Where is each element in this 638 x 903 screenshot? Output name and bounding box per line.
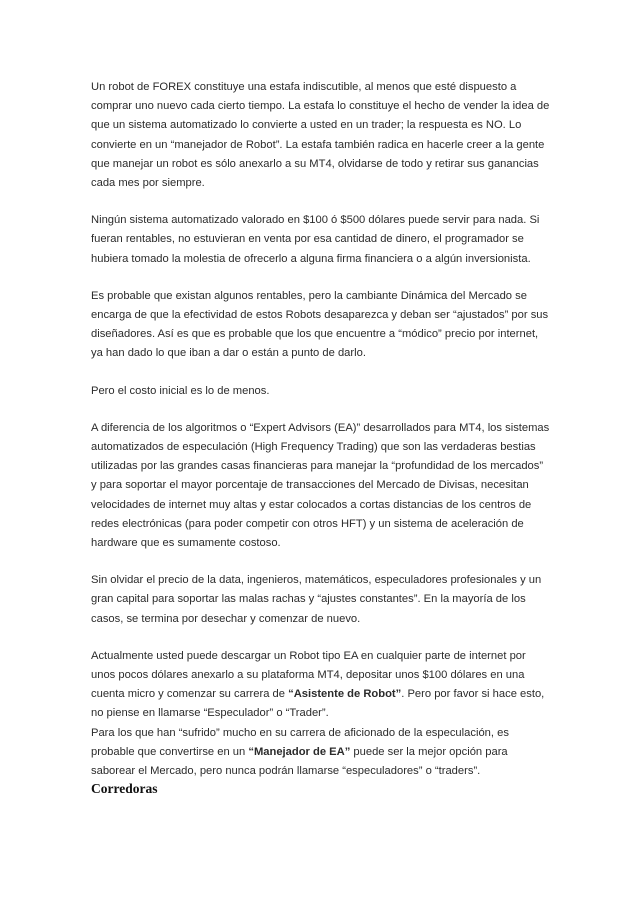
paragraph: Es probable que existan algunos rentables, pero la cambiante Dinámica del Mercado se encarga de que la efectividad de estos Robots desaparezca y deban ser “ajustados” por sus diseñadores. Así es que es probable que los que encuentre a “módico” precio por internet, ya han dado lo que iban a dar o están a punto de darlo. <box>91 289 549 360</box>
paragraph-robot-assistant <box>91 647 551 724</box>
bold-term: “Manejador de EA” <box>248 745 351 758</box>
bold-term: “Asistente de Robot” <box>288 688 402 701</box>
paragraph: Pero el costo inicial es lo de menos. <box>91 384 270 397</box>
paragraph: Un robot de FOREX constituye una estafa indiscutible, al menos que esté dispuesto a comprar uno nuevo cada cierto tiempo. La estafa lo constituye el hecho de vender la idea de que un sistema automatizado lo convierte a usted en un trader; la respuesta es NO. Lo convierte en un “manejador de Robot”. La estafa también radica en hacerle creer a la gente que manejar un robot es sólo anexarlo a su MT4, olvidarse de todo y retirar sus ganancias cada mes por siempre. <box>91 81 550 190</box>
paragraph-ea-manager <box>91 724 551 782</box>
paragraph-text: puede ser la mejor opción para saborear el Mercado, pero nunca podrán llamarse “especuladores” o “traders”. <box>91 745 508 778</box>
document-body <box>91 78 551 797</box>
paragraph-text: Para los que han “sufrido” mucho en su carrera de aficionado de la especulación, es probable que convertirse en un <box>91 726 509 758</box>
paragraph: A diferencia de los algoritmos o “Expert Advisors (EA)” desarrollados para MT4, los sistemas automatizados de especulación (High Frequency Trading) que son las verdaderas bestias utilizadas por las grandes casas financieras para manejar la “profundidad de los mercados” y para soportar el mayor porcentaje de transacciones del Mercado de Divisas, necesitan velocidades de internet muy altas y estar colocados a cortas distancias de los centros de redes electrónicas (para poder competir con otros HFT) y un sistema de aceleración de hardware que es sumamente costoso. <box>91 421 550 550</box>
paragraph-text: . Pero por favor si hace esto, no piense en llamarse “Especulador” o “Trader”. <box>91 688 545 720</box>
paragraph-text: Actualmente usted puede descargar un Robot tipo EA en cualquier parte de internet por unos pocos dólares anexarlo a su plataforma MT4, depositar unos $100 dólares en una cuenta micro y comenzar su carrera de <box>91 649 526 701</box>
paragraph: Sin olvidar el precio de la data, ingenieros, matemáticos, especuladores profesionales y un gran capital para soportar las malas rachas y “ajustes constantes”. En la mayoría de los casos, se termina por desechar y comenzar de nuevo. <box>91 574 542 625</box>
paragraph: Ningún sistema automatizado valorado en $100 ó $500 dólares puede servir para nada. Si fueran rentables, no estuvieran en venta por esa cantidad de dinero, el programador se hubiera tomado la molestia de ofrecerlo a alguna firma financiera o a algún inversionista. <box>91 214 540 265</box>
section-heading: Corredoras <box>91 781 158 797</box>
